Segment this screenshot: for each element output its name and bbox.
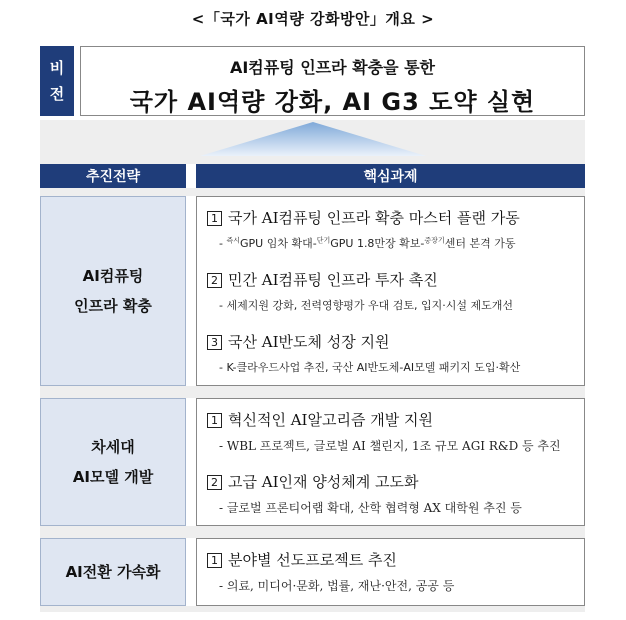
- vision-label: [40, 46, 74, 116]
- task-detail: - WBL 프로젝트, 글로벌 AI 챌린지, 1조 규모 AGI R&D 등 추진: [219, 439, 561, 453]
- vision-subtitle: AI컴퓨팅 인프라 확충을 통한: [229, 58, 436, 77]
- task-title: 분야별 선도프로젝트 추진: [228, 551, 397, 569]
- spacer: [40, 188, 585, 196]
- spacer: [40, 386, 585, 398]
- strategy-ai-computing: [40, 196, 186, 386]
- superscript: 중장기: [424, 236, 445, 245]
- task-item: [207, 549, 397, 570]
- task-item: [207, 269, 438, 290]
- spacer: [40, 606, 585, 612]
- spacer: [40, 526, 585, 538]
- superscript: 즉시: [226, 236, 241, 245]
- vision-box: [80, 46, 585, 116]
- task-number: 3: [207, 335, 222, 350]
- strategy-name-line1: 차세대: [91, 438, 135, 456]
- vision-label-char-1: 비: [49, 59, 65, 77]
- task-number: 1: [207, 413, 222, 428]
- superscript: 단기: [316, 236, 331, 245]
- task-item: [207, 409, 433, 430]
- detail-text: GPU 1.8만장 확보-: [330, 237, 425, 250]
- vision-headline: 국가 AI역량 강화, AI G3 도약 실현: [129, 88, 536, 116]
- task-number: 2: [207, 475, 222, 490]
- task-item: [207, 207, 520, 228]
- task-title: 고급 AI인재 양성체계 고도화: [228, 473, 419, 491]
- vision-label-char-2: 전: [49, 85, 65, 103]
- tasks-ai-transition: [196, 538, 585, 606]
- strategy-ai-transition: [40, 538, 186, 606]
- task-item: [207, 331, 389, 352]
- tasks-header: 핵심과제: [196, 164, 585, 188]
- task-detail: - 글로벌 프론티어랩 확대, 산학 협력형 AX 대학원 추진 등: [219, 501, 522, 515]
- strategy-header: 추진전략: [40, 164, 186, 188]
- task-title: 국산 AI반도체 성장 지원: [228, 333, 390, 351]
- dash: -: [219, 237, 223, 250]
- page-title: <「국가 AI역량 강화방안」개요 >: [191, 10, 435, 28]
- task-title: 국가 AI컴퓨팅 인프라 확충 마스터 플랜 가동: [228, 209, 520, 227]
- task-detail: - 세제지원 강화, 전력영향평가 우대 검토, 입지·시설 제도개선: [219, 299, 513, 312]
- strategy-name-line2: 인프라 확충: [74, 297, 152, 315]
- tasks-next-gen-model: [196, 398, 585, 526]
- strategy-name-line2: AI모델 개발: [72, 468, 154, 486]
- task-title: 혁신적인 AI알고리즘 개발 지원: [228, 411, 433, 429]
- task-number: 2: [207, 273, 222, 288]
- task-detail: - 의료, 미디어·문화, 법률, 재난·안전, 공공 등: [219, 579, 455, 593]
- strategy-next-gen-model: [40, 398, 186, 526]
- task-detail: [219, 235, 515, 251]
- task-detail: - K-클라우드사업 추진, 국산 AI반도체-AI모델 패키지 도입·확산: [219, 361, 521, 374]
- task-title: 민간 AI컴퓨팅 인프라 투자 촉진: [228, 271, 438, 289]
- detail-text: GPU 임차 확대-: [240, 237, 317, 250]
- strategy-name: AI전환 가속화: [65, 563, 161, 581]
- task-item: [207, 471, 418, 492]
- task-number: 1: [207, 553, 222, 568]
- task-number: 1: [207, 211, 222, 226]
- up-arrow-graphic: [0, 118, 626, 164]
- detail-text: 센터 본격 가동: [444, 237, 516, 250]
- tasks-ai-computing: [196, 196, 585, 386]
- strategy-name-line1: AI컴퓨팅: [82, 267, 144, 285]
